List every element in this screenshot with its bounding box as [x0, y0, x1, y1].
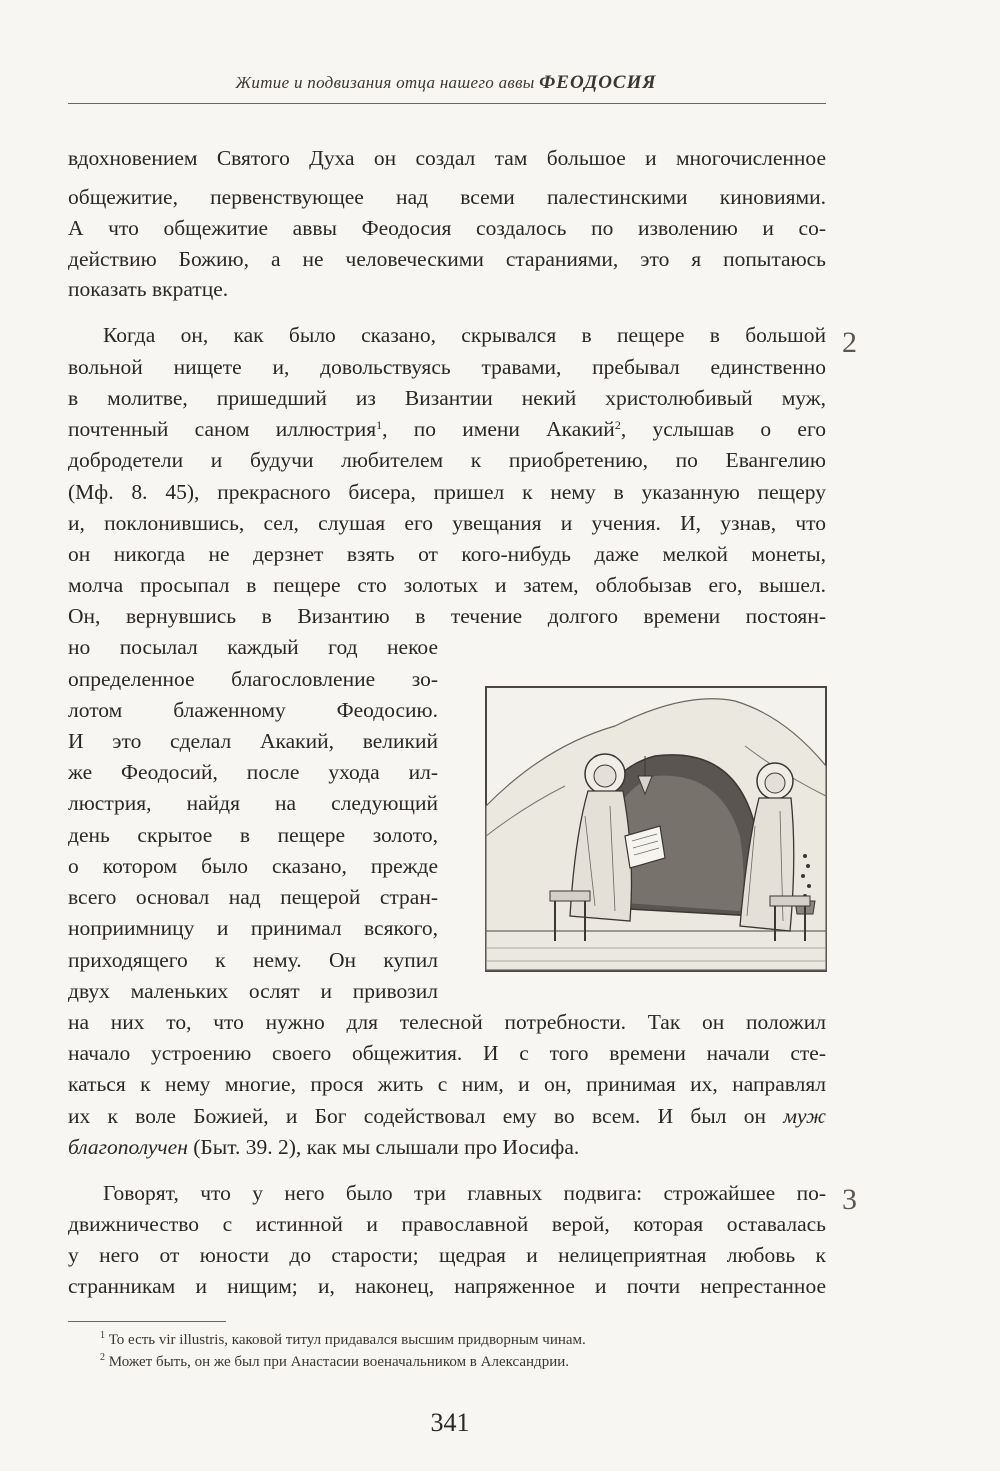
text-line: странникам и нищим; и, наконец, напряженное и почти непрестанное — [68, 1274, 826, 1298]
text-fragment: почтенный саном иллюстрия — [68, 417, 377, 441]
text-line — [68, 1101, 826, 1131]
icon-illustration — [485, 686, 827, 972]
text-line: движничество с истинной и православной верой, которая оставалась — [68, 1212, 826, 1236]
text-line: вольной нищете и, довольствуясь травами, пребывал единственно — [68, 355, 826, 379]
footnote-1 — [100, 1330, 820, 1350]
text-line: у него от юности до старости; щедрая и нелицеприятная любовь к — [68, 1243, 826, 1267]
footnote-ref-2: 2 — [614, 417, 621, 432]
text-line: день скрытое в пещере золото, — [68, 823, 438, 847]
text-line: общежитие, первенствующее над всеми палестинскими киновиями. — [68, 185, 826, 209]
text-line: каться к нему многие, прося жить с ним, и он, принимая их, направлял — [68, 1072, 826, 1096]
footnote-text: То есть vir illustris, каковой титул придавался высшим придворным чинам. — [108, 1332, 586, 1348]
section-number-2: 2 — [842, 326, 857, 359]
text-line: люстрия, найдя на следующий — [68, 791, 438, 815]
text-line: и, поклонившись, сел, слушая его увещания и учения. И, узнав, что — [68, 511, 826, 535]
text-fragment: (Быт. 39. 2), как мы слышали про Иосифа. — [193, 1135, 580, 1159]
text-line: показать вкратце. — [68, 277, 229, 301]
text-line: (Мф. 8. 45), прекрасного бисера, пришел к нему в указанную пещеру — [68, 480, 826, 504]
text-line — [68, 1132, 826, 1162]
text-line: начало устроению своего общежития. И с того времени начали сте- — [68, 1041, 826, 1065]
text-line: Когда он, как было сказано, скрывался в пещере в большой — [103, 323, 826, 347]
header-title: Житие и подвизания отца нашего аввы — [235, 73, 535, 92]
text-fragment: , услышав о его — [620, 417, 826, 441]
text-line: ноприимницу и принимал всякого, — [68, 916, 438, 940]
footnote-mark: 2 — [100, 1352, 105, 1363]
page-number: 341 — [430, 1408, 470, 1437]
footnote-text: Может быть, он же был при Анастасии военачальником в Александрии. — [108, 1354, 569, 1370]
text-line: лотом блаженному Феодосию. — [68, 698, 438, 722]
footnote-2 — [100, 1352, 820, 1372]
text-line: двух маленьких ослят и привозил — [68, 979, 438, 1003]
footnote-rule — [68, 1321, 226, 1322]
text-fragment: их к воле Божией, и Бог содействовал ему во всем. И был он — [68, 1104, 766, 1128]
text-line: действию Божию, а не человеческими стараниями, это я попытаюсь — [68, 247, 826, 271]
text-line: А что общежитие аввы Феодосия создалось по изволению и со- — [68, 216, 826, 240]
text-line: он никогда не дерзнет взять от кого-нибудь даже мелкой монеты, — [68, 542, 826, 566]
italic-quote: муж — [783, 1104, 827, 1128]
text-line: определенное благословление зо- — [68, 667, 438, 691]
text-line: всего основал над пещерой стран- — [68, 885, 438, 909]
header-saint-name: ФЕОДОСИЯ — [539, 72, 657, 93]
text-fragment: , по имени Акакий — [382, 417, 615, 441]
header-rule — [68, 103, 826, 104]
text-line: в молитве, пришедший из Византии некий христолюбивый муж, — [68, 386, 826, 410]
text-line: Говорят, что у него было три главных подвига: строжайшее по- — [103, 1181, 826, 1205]
text-line: молча просыпал в пещере сто золотых и затем, облобызав его, вышел. — [68, 573, 826, 597]
text-line — [68, 414, 826, 444]
text-line: добродетели и будучи любителем к приобретению, по Евангелию — [68, 448, 826, 472]
text-line: на них то, что нужно для телесной потребности. Так он положил — [68, 1010, 826, 1034]
text-line: Он, вернувшись в Византию в течение долгого времени постоян- — [68, 604, 826, 628]
text-line: приходящего к нему. Он купил — [68, 948, 438, 972]
section-number-3: 3 — [842, 1183, 857, 1216]
text-line: но посылал каждый год некое — [68, 635, 438, 659]
text-line: о котором было сказано, прежде — [68, 854, 438, 878]
text-line: И это сделал Акакий, великий — [68, 729, 438, 753]
footnote-ref-1: 1 — [376, 417, 383, 432]
italic-quote: благополучен — [68, 1135, 188, 1159]
text-line: вдохновением Святого Духа он создал там большое и многочисленное — [68, 146, 826, 170]
footnote-mark: 1 — [100, 1330, 105, 1341]
text-line: же Феодосий, после ухода ил- — [68, 760, 438, 784]
running-header — [68, 72, 824, 102]
